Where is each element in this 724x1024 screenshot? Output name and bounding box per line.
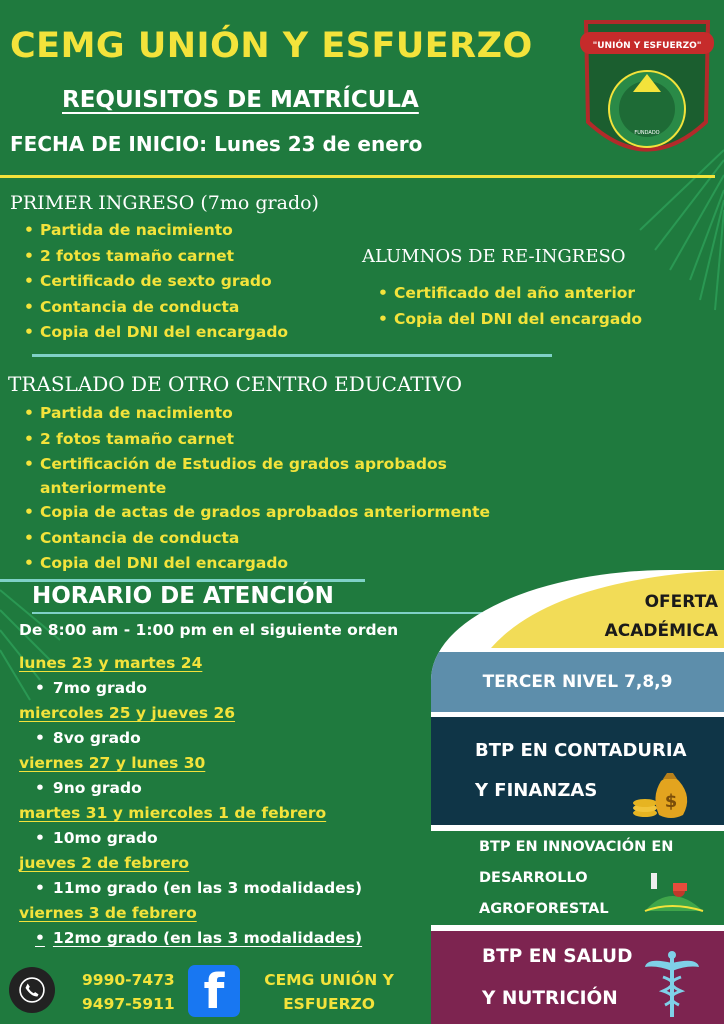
list-item: • 2 fotos tamaño carnet (24, 244, 288, 270)
list-item: • Certificado del año anterior (378, 281, 642, 307)
requirements-subtitle: REQUISITOS DE MATRÍCULA (62, 87, 419, 113)
schedule-list (19, 651, 419, 951)
phone-number[interactable]: 9497-5911 (82, 995, 175, 1013)
money-bag-icon (631, 767, 693, 821)
school-crest-logo (578, 12, 716, 172)
caduceus-icon (643, 949, 701, 1019)
list-item: • Certificación de Estudios de grados aprobados anteriormente (24, 452, 474, 500)
schedule-days: miercoles 25 y jueves 26 (19, 704, 236, 722)
horario-subheading: De 8:00 am - 1:00 pm en el siguiente orden (19, 621, 399, 639)
svg-text:$: $ (664, 791, 678, 812)
facebook-icon[interactable]: f (188, 965, 240, 1017)
oferta-heading: OFERTA ACADÉMICA (604, 592, 718, 641)
primer-ingreso-list (24, 218, 288, 346)
schedule-grade: • 12mo grado (en las 3 modalidades) (35, 929, 363, 947)
oferta-academica-panel (431, 570, 724, 1024)
list-item: • Copia del DNI del encargado (24, 551, 524, 577)
horario-heading: HORARIO DE ATENCIÓN (32, 583, 334, 609)
schedule-days: viernes 3 de febrero (19, 904, 197, 922)
contaduria-card: BTP EN CONTADURIA Y FINANZAS $ (431, 717, 724, 825)
salud-card: BTP EN SALUD Y NUTRICIÓN (431, 931, 724, 1024)
reingreso-list (378, 281, 642, 332)
schedule-days: lunes 23 y martes 24 (19, 654, 203, 672)
list-item: • Partida de nacimiento (24, 218, 288, 244)
phone-icon (9, 967, 55, 1013)
primer-ingreso-heading: PRIMER INGRESO (7mo grado) (10, 192, 319, 214)
list-item: • Copia del DNI del encargado (378, 307, 642, 333)
reingreso-heading: ALUMNOS DE RE-INGRESO (362, 246, 626, 267)
agro-tractor-icon (641, 861, 705, 917)
traslado-list (24, 401, 524, 577)
list-item: • Partida de nacimiento (24, 401, 524, 427)
list-item: • Certificado de sexto grado (24, 269, 288, 295)
list-item: • Contancia de conducta (24, 526, 524, 552)
schedule-grade: • 10mo grado (35, 829, 158, 847)
start-date: FECHA DE INICIO: Lunes 23 de enero (10, 132, 423, 156)
schedule-grade: • 9no grado (35, 779, 142, 797)
list-item: • Copia del DNI del encargado (24, 320, 288, 346)
schedule-grade: • 7mo grado (35, 679, 147, 697)
list-item: • Copia de actas de grados aprobados anteriormente (24, 500, 524, 526)
traslado-heading: TRASLADO DE OTRO CENTRO EDUCATIVO (8, 372, 463, 396)
schedule-days: martes 31 y miercoles 1 de febrero (19, 804, 327, 822)
list-item: • 2 fotos tamaño carnet (24, 427, 524, 453)
schedule-grade: • 8vo grado (35, 729, 141, 747)
logo-banner-text: "UNIÓN Y ESFUERZO" (592, 41, 702, 51)
facebook-page-name[interactable]: CEMG UNIÓN Y ESFUERZO (264, 971, 394, 1013)
logo-founded-text: FUNDADO (634, 130, 660, 136)
schedule-days: jueves 2 de febrero (19, 854, 190, 872)
phone-numbers (82, 968, 175, 1016)
phone-number[interactable]: 9990-7473 (82, 971, 175, 989)
page-title: CEMG UNIÓN Y ESFUERZO (10, 26, 533, 66)
schedule-grade: • 11mo grado (en las 3 modalidades) (35, 879, 363, 897)
schedule-days: viernes 27 y lunes 30 (19, 754, 206, 772)
agroforestal-card: BTP EN INNOVACIÓN EN DESARROLLO AGROFORESTAL (431, 831, 724, 925)
tercer-nivel-card: TERCER NIVEL 7,8,9 (431, 652, 724, 712)
list-item: • Contancia de conducta (24, 295, 288, 321)
